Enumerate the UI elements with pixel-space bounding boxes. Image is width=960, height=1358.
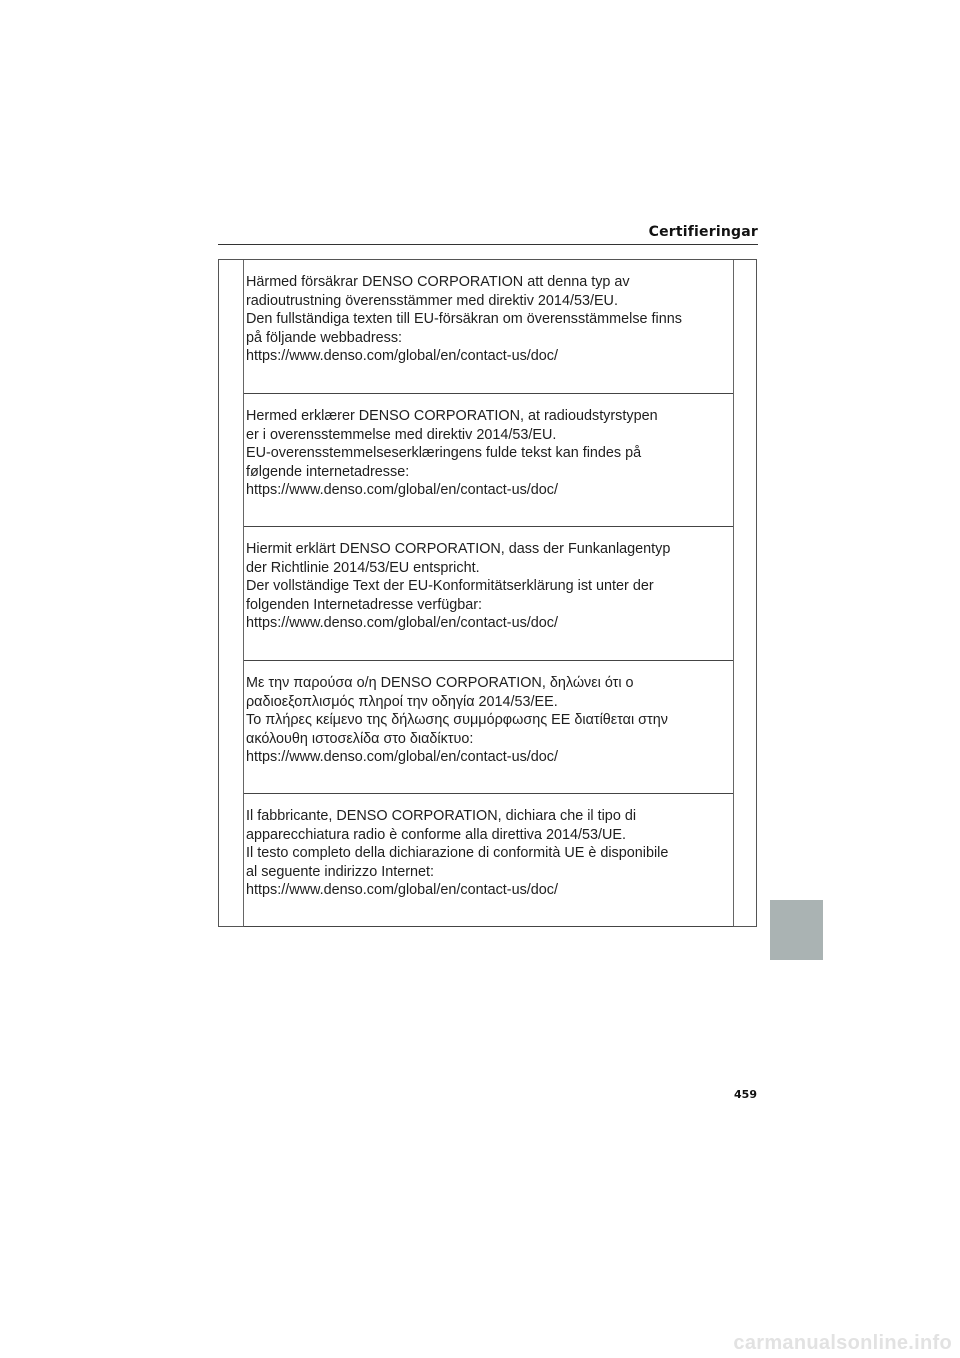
chapter-tab-marker: [770, 900, 823, 960]
declaration-text: Hermed erklærer DENSO CORPORATION, at radioudstyrstypen er i overensstemmelse med direktiv 2014/53/EU. EU-overensstemmelseserklæringens fulde tekst kan findes på følgende internetadresse: https://www.denso.com/global/en/contact-us/doc/: [246, 408, 658, 498]
watermark: carmanualsonline.info: [733, 1332, 952, 1354]
header-divider: [218, 244, 758, 245]
declaration-german: [244, 527, 733, 661]
page-number: 459: [734, 1088, 757, 1101]
declaration-text: Härmed försäkrar DENSO CORPORATION att denna typ av radioutrustning överensstämmer med direktiv 2014/53/EU. Den fullständiga texten till EU-försäkran om överensstämmelse finns på följande webbadress: https://www.denso.com/global/en/contact-us/doc/: [246, 274, 682, 364]
frame-right-rule: [733, 260, 734, 926]
declaration-frame: [218, 259, 757, 927]
page-header-title: Certifieringar: [648, 224, 758, 240]
declaration-text: Il fabbricante, DENSO CORPORATION, dichiara che il tipo di apparecchiatura radio è conforme alla direttiva 2014/53/UE. Il testo completo della dichiarazione di conformità UE è disponibile al seguente indirizzo Internet: https://www.denso.com/global/en/contact-us/doc/: [246, 808, 669, 898]
declaration-text: Με την παρούσα ο/η DENSO CORPORATION, δηλώνει ότι ο ραδιοεξοπλισμός πληροί την οδηγία 2014/53/ΕΕ. Το πλήρες κείμενο της δήλωσης συμμόρφωσης ΕΕ διατίθεται στην ακόλουθη ιστοσελίδα στο διαδίκτυο: https://www.denso.com/global/en/contact-us/doc/: [246, 675, 668, 765]
declaration-italian: [244, 794, 733, 927]
declaration-swedish: [244, 260, 733, 394]
declaration-text: Hiermit erklärt DENSO CORPORATION, dass der Funkanlagentyp der Richtlinie 2014/53/EU entspricht. Der vollständige Text der EU-Konformitätserklärung ist unter der folgenden Internetadresse verfügbar: https://www.denso.com/global/en/contact-us/doc/: [246, 541, 671, 631]
declaration-greek: [244, 661, 733, 794]
declaration-danish: [244, 394, 733, 527]
